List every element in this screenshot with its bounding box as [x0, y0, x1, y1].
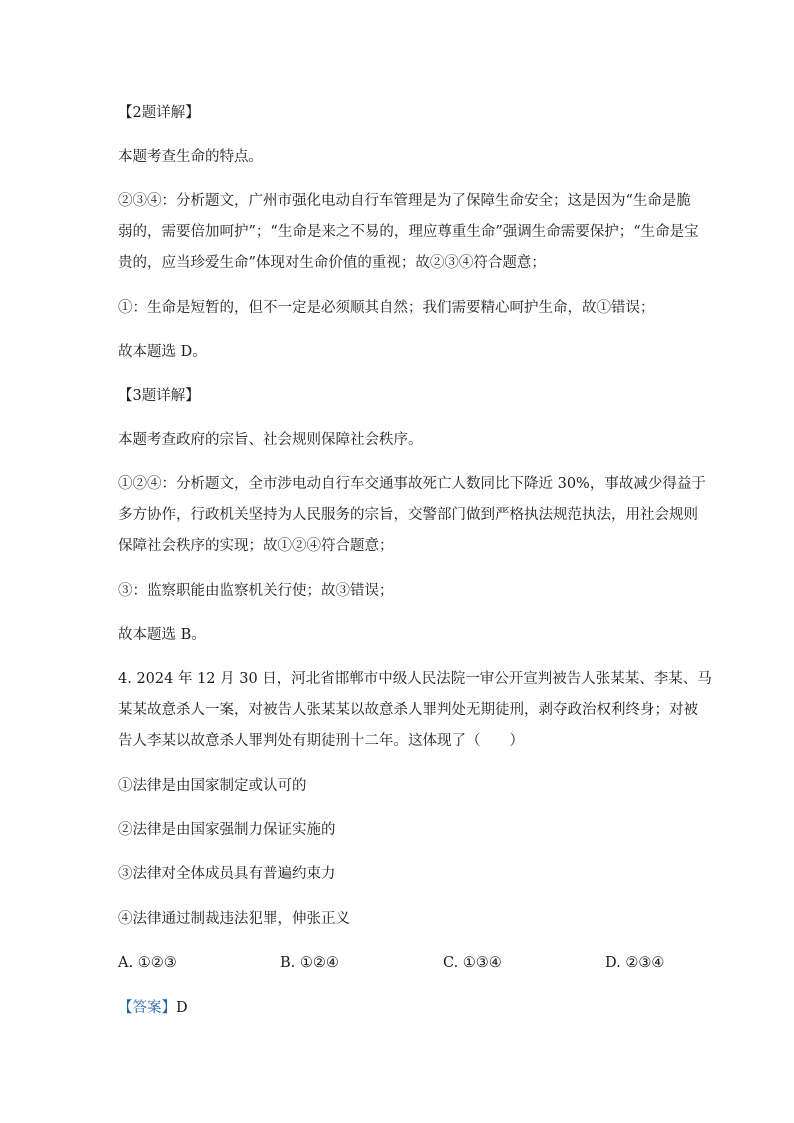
q2-topic: 本题考查生命的特点。: [118, 149, 263, 165]
q2-conclusion: 故本题选 D。: [118, 344, 207, 360]
q2-heading: 【2题详解】: [118, 105, 200, 121]
q4-statement-1: ①法律是由国家制定或认可的: [118, 778, 307, 794]
q4-option-a: A. ①②③: [118, 955, 177, 971]
q4-statement-4: ④法律通过制裁违法犯罪，伸张正义: [118, 911, 350, 927]
q3-heading: 【3题详解】: [118, 388, 200, 404]
q3-analysis-line-2: 多方协作，行政机关坚持为人民服务的宗旨，交警部门做到严格执法规范执法，用社会规则: [118, 507, 698, 523]
q4-statement-2: ②法律是由国家强制力保证实施的: [118, 822, 336, 838]
q4-stem-line-3: 告人李某以故意杀人罪判处有期徒刑十二年。这体现了（ ）: [118, 733, 524, 749]
q2-analysis-line-1: ②③④：分析题文，广州市强化电动自行车管理是为了保障生命安全；这是因为“生命是脆: [118, 193, 691, 209]
q2-wrong-option: ①：生命是短暂的，但不一定是必须顺其自然；我们需要精心呵护生命，故①错误；: [118, 300, 655, 316]
answer-value: D: [176, 1000, 188, 1016]
q3-topic: 本题考查政府的宗旨、社会规则保障社会秩序。: [118, 432, 423, 448]
q3-wrong-option: ③：监察职能由监察机关行使；故③错误；: [118, 583, 394, 599]
q4-option-d: D. ②③④: [605, 955, 665, 971]
q2-analysis-line-2: 弱的，需要倍加呵护”；“生命是来之不易的，理应尊重生命”强调生命需要保护；“生命是宝: [118, 224, 699, 240]
q4-statement-3: ③法律对全体成员具有普遍约束力: [118, 866, 336, 882]
q4-option-c: C. ①③④: [443, 955, 502, 971]
q4-answer: [118, 998, 188, 1018]
q4-option-b: B. ①②④: [280, 955, 339, 971]
q4-stem-line-1: 4. 2024 年 12 月 30 日，河北省邯郸市中级人民法院一审公开宣判被告人张某某、李某、马: [118, 671, 712, 687]
q4-stem-line-2: 某某故意杀人一案，对被告人张某某以故意杀人罪判处无期徒刑，剥夺政治权利终身；对被: [118, 702, 698, 718]
q3-conclusion: 故本题选 B。: [118, 627, 206, 643]
q2-analysis-line-3: 贵的，应当珍爱生命”体现对生命价值的重视；故②③④符合题意；: [118, 255, 546, 271]
q3-analysis-line-1: ①②④：分析题文，全市涉电动自行车交通事故死亡人数同比下降近 30%，事故减少得益于: [118, 476, 706, 492]
q4-options: [118, 953, 678, 973]
answer-label: 【答案】: [118, 1000, 176, 1016]
q3-analysis-line-3: 保障社会秩序的实现；故①②④符合题意；: [118, 538, 394, 554]
